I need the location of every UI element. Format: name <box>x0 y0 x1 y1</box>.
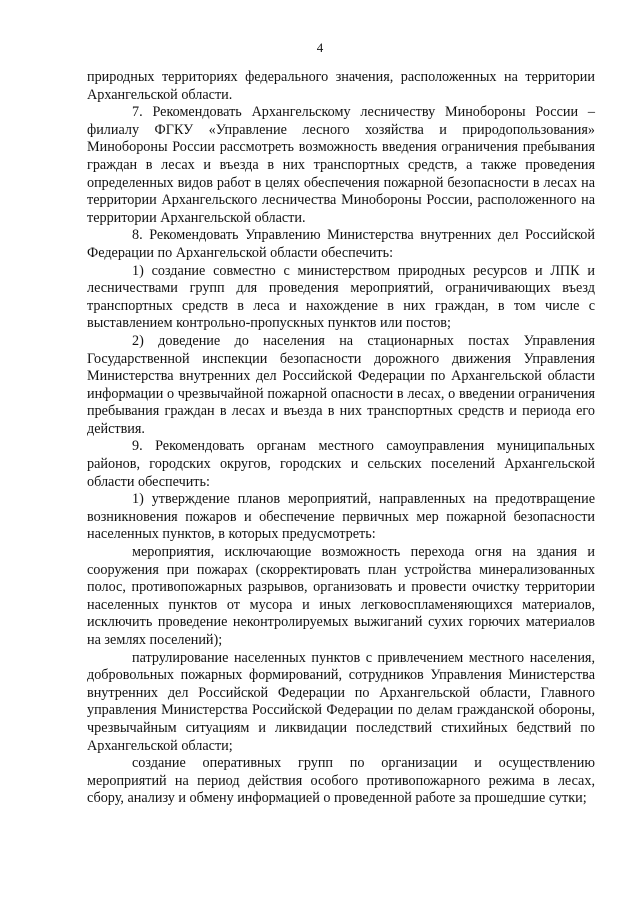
paragraph-item-8: 8. Рекомендовать Управлению Министерства внутренних дел Российской Федерации по Архангельской области обеспечить: <box>87 227 595 261</box>
paragraph-item-8-1: 1) создание совместно с министерством природных ресурсов и ЛПК и лесничествами групп для проведения мероприятий, ограничивающих въезд транспортных средств в леса и нахождение в них граждан, в том числе с выставлением контрольно-пропускных пунктов или постов; <box>87 262 595 332</box>
paragraph-item-8-2: 2) доведение до населения на стационарных постах Управления Государственной инспекции безопасности дорожного движения Управления Министерства внутренних дел Российской Федерации по Архангельской области информации о чрезвычайной пожарной опасности в лесах, о введении ограничения пребывания граждан в лесах и въезда в них транспортных средств и периода его действия. <box>87 332 595 437</box>
paragraph-item-9-1-b: патрулирование населенных пунктов с привлечением местного населения, добровольных пожарных формирований, сотрудников Управления Министерства внутренних дел Российской Федерации по Архангельской области, Главного управления Министерства Российской Федерации по делам гражданской обороны, чрезвычайным ситуациям и ликвидации последствий стихийных бедствий по Архангельской области; <box>87 649 595 754</box>
paragraph-continuation: природных территориях федерального значения, расположенных на территории Архангельской области. <box>87 69 595 103</box>
page-number: 4 <box>316 40 324 55</box>
paragraph-item-9-1-c: создание оперативных групп по организации и осуществлению мероприятий на период действия особого противопожарного режима в лесах, сбору, анализу и обмену информацией о проведенной работе за прошедшие сутки; <box>87 755 595 807</box>
paragraph-item-9-1: 1) утверждение планов мероприятий, направленных на предотвращение возникновения пожаров и обеспечение первичных мер пожарной безопасности населенных пунктов, в которых предусмотреть: <box>87 491 595 543</box>
paragraph-item-9-1-a: мероприятия, исключающие возможность перехода огня на здания и сооружения при пожарах (скорректировать план устройства минерализованных полос, противопожарных разрывов, организовать и провести очистку территории населенных пунктов от мусора и иных легковоспламеняющихся материалов, исключить проведение неконтролируемых выжиганий сухих горючих материалов на землях поселений); <box>87 544 595 648</box>
paragraph-item-9: 9. Рекомендовать органам местного самоуправления муниципальных районов, городских округов, городских и сельских поселений Архангельской области обеспечить: <box>87 438 595 490</box>
paragraph-item-7: 7. Рекомендовать Архангельскому лесничеству Минобороны России – филиалу ФГКУ «Управление лесного хозяйства и природопользования» Минобороны России рассмотреть возможность введения ограничения пребывания граждан в лесах и въезда в них транспортных средств, а также проведения определенных видов работ в целях обеспечения пожарной безопасности в лесах на территории Архангельского лесничества Минобороны России, расположенного на территории Архангельской области. <box>87 104 595 226</box>
document-body <box>87 69 595 808</box>
